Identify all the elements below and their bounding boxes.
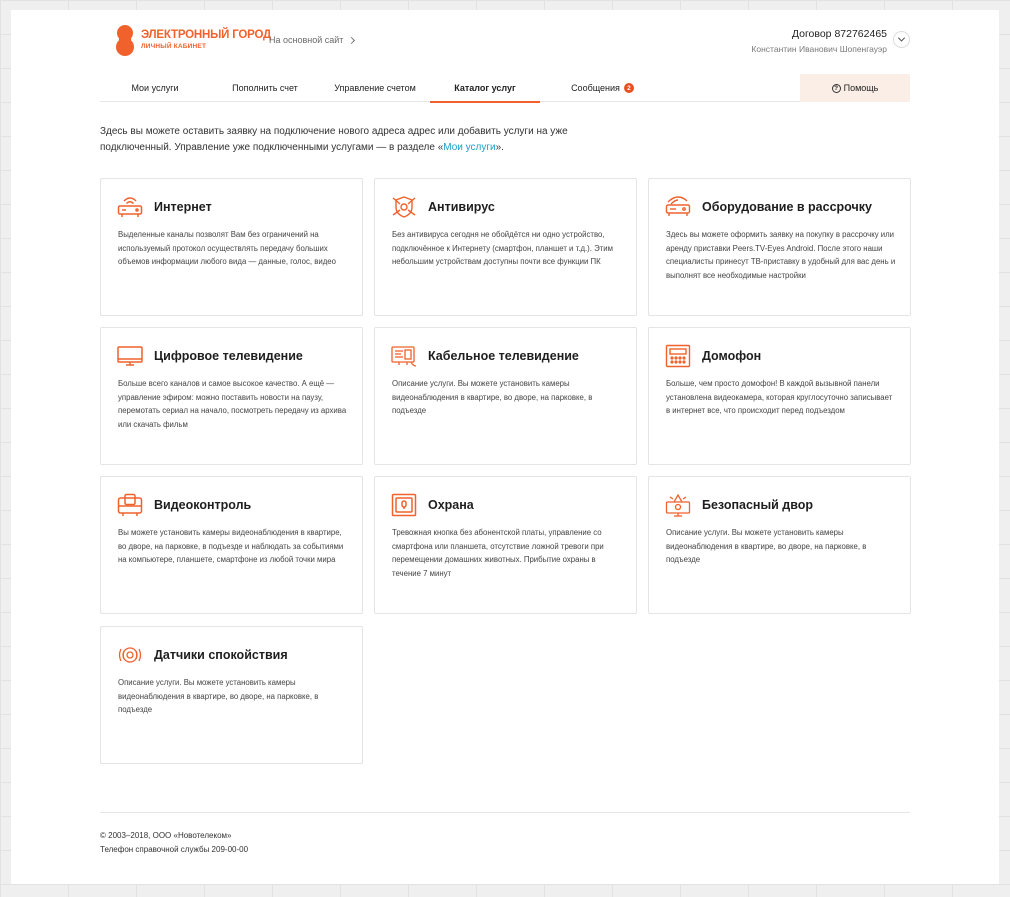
tab-label: Сообщения — [571, 83, 620, 93]
service-description: Вы можете установить камеры видеонаблюдения в квартире, во дворе, на парковке, в подъезде и наблюдать за событиями на компьютере, планшете, смартфоне из любой точки мира — [118, 528, 344, 565]
service-title: Датчики спокойствия — [154, 648, 288, 662]
messages-count-badge: 2 — [624, 83, 634, 93]
intro-text-start: Здесь вы можете оставить заявку на подключение нового адреса адрес или добавить услуги на уже подключенный. Управление уже подключенными услугами — в разделе « — [100, 126, 568, 153]
tab-label: Мои услуги — [131, 83, 179, 93]
tab-label: Каталог услуг — [454, 83, 516, 93]
service-description: Описание услуги. Вы можете установить камеры видеонаблюдения в квартире, во дворе, на парковке, в подъезде — [666, 528, 867, 565]
service-card-internet[interactable] — [100, 178, 363, 316]
logo-icon — [115, 24, 135, 56]
content — [100, 10, 910, 854]
service-description: Без антивируса сегодня не обойдётся ни одно устройство, подключённое к Интернету (смартфон, планшет и т.д.). Этим небольшим устройствам доступны почти все функции ПК — [392, 230, 613, 267]
tab-label: Управление счетом — [334, 83, 416, 93]
service-card-video-control[interactable] — [100, 476, 363, 614]
my-services-link[interactable]: Мои услуги — [443, 142, 496, 153]
tab-messages[interactable] — [540, 74, 665, 102]
service-card-equipment-installment[interactable] — [648, 178, 911, 316]
service-card-intercom[interactable] — [648, 327, 911, 465]
service-description: Больше, чем просто домофон! В каждой вызывной панели установлена видеокамера, которая круглосуточно записывает в интернет все, что происходит перед подъездом — [666, 379, 893, 416]
account-menu-toggle[interactable] — [893, 31, 910, 48]
tab-top-up[interactable] — [210, 74, 320, 102]
service-description: Описание услуги. Вы можете установить камеры видеонаблюдения в квартире, во дворе, на парковке, в подъезде — [392, 379, 593, 416]
intro-text-end: ». — [495, 142, 504, 153]
help-button[interactable] — [800, 74, 910, 102]
service-card-safe-yard[interactable] — [648, 476, 911, 614]
account-info — [751, 28, 887, 54]
tv-icon — [117, 344, 143, 368]
sensor-icon — [117, 643, 143, 667]
header — [100, 10, 910, 74]
router-icon — [117, 195, 143, 219]
service-description: Описание услуги. Вы можете установить камеры видеонаблюдения в квартире, во дворе, на парковке, в подъезде — [118, 678, 319, 715]
service-card-antivirus[interactable] — [374, 178, 637, 316]
tab-account-management[interactable] — [320, 74, 430, 102]
tab-label: Пополнить счет — [232, 83, 298, 93]
cable-tv-icon — [391, 344, 417, 368]
question-icon: ? — [832, 84, 841, 93]
main-site-link[interactable] — [269, 35, 354, 45]
service-card-security[interactable] — [374, 476, 637, 614]
service-card-digital-tv[interactable] — [100, 327, 363, 465]
service-title: Кабельное телевидение — [428, 349, 579, 363]
support-phone: Телефон справочной службы 209-00-00 — [100, 844, 249, 854]
user-name: Константин Иванович Шопенгауэр — [751, 44, 887, 54]
logo[interactable] — [115, 24, 271, 56]
yard-camera-icon — [665, 493, 691, 517]
service-title: Видеоконтроль — [154, 498, 252, 512]
service-card-sensors[interactable] — [100, 626, 363, 764]
help-label: Помощь — [843, 83, 879, 93]
chevron-right-icon — [348, 36, 355, 43]
video-camera-icon — [117, 493, 143, 517]
tab-service-catalog[interactable] — [430, 74, 540, 102]
service-title: Антивирус — [428, 200, 495, 214]
logo-subtitle: ЛИЧНЫЙ КАБИНЕТ — [141, 43, 207, 50]
service-title: Оборудование в рассрочку — [702, 200, 872, 214]
main-nav — [100, 74, 910, 102]
copyright: © 2003–2018, ООО «Новотелеком» — [100, 831, 232, 840]
main-site-link-label: На основной сайт — [269, 35, 344, 45]
intro-text — [100, 124, 600, 156]
service-card-cable-tv[interactable] — [374, 327, 637, 465]
set-top-box-icon — [665, 195, 691, 219]
virus-shield-icon — [391, 195, 417, 219]
intercom-icon — [665, 344, 691, 368]
service-title: Домофон — [702, 349, 762, 363]
page — [11, 10, 999, 884]
logo-title: ЭЛЕКТРОННЫЙ ГОРОД — [141, 28, 272, 41]
service-description: Тревожная кнопка без абонентской платы, управление со смартфона или планшета, отсутствие ложной тревоги при перемещении домашних животных. Прибытие охраны в течение 7 минут — [392, 528, 604, 579]
chevron-down-icon — [898, 35, 905, 42]
footer — [100, 812, 910, 856]
service-title: Безопасный двор — [702, 498, 814, 512]
alarm-panel-icon — [391, 493, 417, 517]
service-description: Больше всего каналов и самое высокое качество. А ещё — управление эфиром: можно поставить новости на паузу, перемотать сериал на начало, посмотреть передачу из архива или скачать фильм — [118, 379, 347, 430]
service-title: Цифровое телевидение — [154, 349, 303, 363]
service-title: Интернет — [154, 200, 212, 214]
contract-number: Договор 872762465 — [791, 28, 887, 40]
service-title: Охрана — [428, 498, 474, 512]
service-description: Выделенные каналы позволят Вам без ограничений на используемый протокол осуществлять передачу больших объемов информации любого вида — данные, голос, видео — [118, 230, 336, 267]
tab-my-services[interactable] — [100, 74, 210, 102]
service-description: Здесь вы можете оформить заявку на покупку в рассрочку или аренду приставки Peers.TV-Eyes Android. После этого наши специалисты принесут ТВ-приставку в удобный для вас день и выполнят все необходимые настройки — [666, 230, 896, 281]
